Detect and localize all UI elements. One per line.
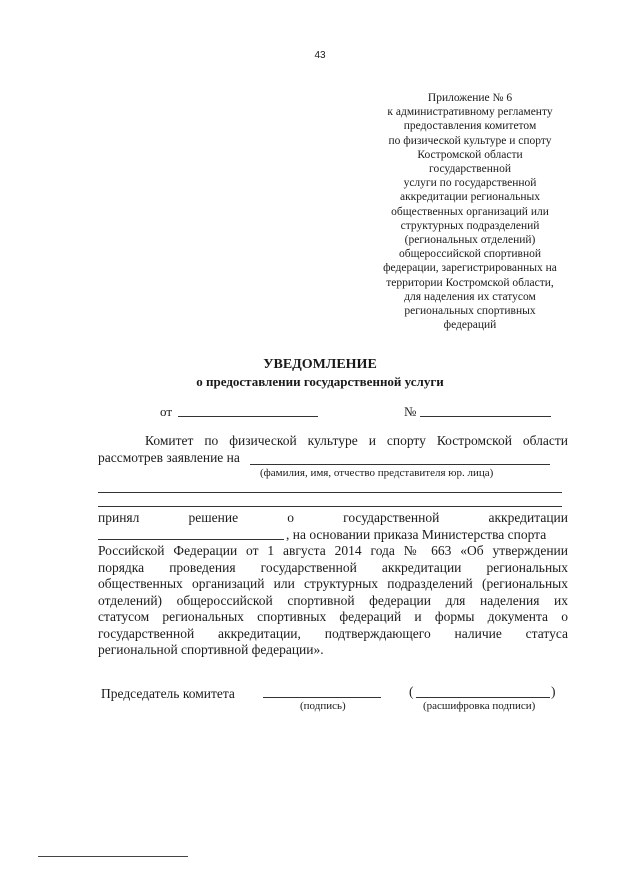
footnote-separator [38,856,188,857]
appendix-line: предоставления комитетом [403,120,537,133]
appendix-block [360,91,580,332]
paragraph-committee [98,433,568,466]
appendix-line: услуги по государственной [403,177,537,190]
notice-title: УВЕДОМЛЕНИЕ [263,357,377,372]
paragraph-line: Российской Федерации от 1 августа 2014 года № 663 «Об утверждении [98,543,568,558]
applicant-blank-extra [98,506,562,507]
number-blank [420,416,551,417]
appendix-line: (региональных отделений) [404,234,536,247]
appendix-line: государственной [429,163,511,176]
paragraph-line: статусом региональных спортивных федераций и формы документа о [98,609,568,624]
signature-blank [263,697,381,698]
paragraph-line: порядка проведения государственной аккредитации региональных [98,559,568,575]
appendix-line: общероссийской спортивной [398,248,542,261]
applicant-blank [250,464,550,465]
chairman-label: Председатель комитета [101,686,235,701]
appendix-line: Костромской области [417,148,523,161]
decode-blank [416,697,550,698]
paragraph-line: отделений) общероссийской спортивной федерации для наделения их [98,592,568,608]
paragraph-line: государственной аккредитации, подтверждающего наличие статуса [98,625,568,641]
notice-subtitle: о предоставлении государственной услуги [196,374,444,389]
decode-caption: (расшифровка подписи) [423,700,536,712]
appendix-line: по физической культуре и спорту [388,134,552,147]
decode-open-paren: ( [409,684,414,699]
appendix-line: структурных подразделений [400,219,540,232]
date-label: от [160,404,173,419]
paragraph-decision [98,510,568,659]
paragraph-line: общественных организаций или структурных подразделений (региональных [98,576,568,591]
appendix-line: федерации, зарегистрированных на [383,262,557,275]
paragraph-line: региональной спортивной федерации». [98,642,324,657]
paragraph-line: принял решение о государственной аккредитации [98,510,568,525]
number-label: № [404,404,417,419]
appendix-line: общественных организаций или [391,205,549,218]
paragraph-line: рассмотрев заявление на [98,449,240,465]
appendix-line: для наделения их статусом [404,290,536,303]
appendix-line: федераций [443,319,497,332]
applicant-caption: (фамилия, имя, отчество представителя юр. лица) [260,467,494,479]
appendix-line: Приложение № 6 [427,92,513,104]
accreditation-blank [98,539,284,540]
appendix-line: аккредитации региональных [399,191,541,204]
appendix-line: региональных спортивных [404,305,536,318]
page-number: 43 [314,50,326,61]
signature-caption: (подпись) [300,700,346,712]
decode-close-paren: ) [551,684,556,699]
appendix-line: территории Костромской области, [386,276,554,289]
appendix-line: к административному регламенту [387,106,553,119]
paragraph-line: Комитет по физической культуре и спорту Костромской области [145,433,568,448]
applicant-blank-extra [98,492,562,493]
paragraph-line: , на основании приказа Министерства спорта [286,526,547,542]
date-blank [178,416,318,417]
